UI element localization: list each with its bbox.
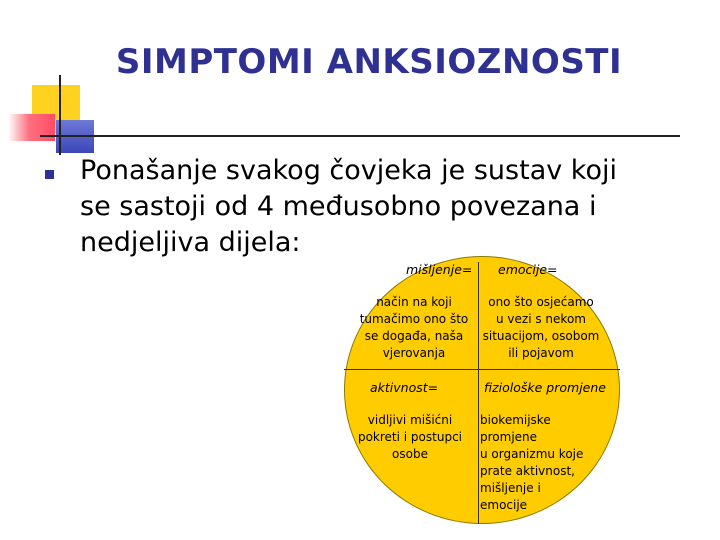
bullet-marker-icon xyxy=(45,170,54,179)
physiological-text: biokemijske promjene u organizmu koje prate aktivnost, mišljenje i emocije xyxy=(480,413,584,512)
emotions-text: ono što osjećamo u vezi s nekom situacijom, osobom ili pojavom xyxy=(482,295,600,360)
decorative-vertical-line xyxy=(59,75,61,155)
four-parts-diagram xyxy=(336,256,626,526)
activity-text: vidljivi mišićni pokreti i postupci osobe xyxy=(357,413,463,461)
bullet-text: Ponašanje svakog čovjeka je sustav koji se sastoji od 4 međusobno povezana i nedjeljiva dijela: xyxy=(80,155,617,258)
thinking-text: način na koji tumačimo ono što se događa, naša vjerovanja xyxy=(359,295,469,360)
title-underline xyxy=(40,135,680,137)
physiological-heading: fiziološke promjene xyxy=(484,380,606,395)
emotions-heading: emocije= xyxy=(498,262,558,277)
thinking-heading: mišljenje= xyxy=(406,262,473,277)
activity-heading: aktivnost= xyxy=(370,380,439,395)
slide-title: SIMPTOMI ANKSIOZNOSTI xyxy=(115,42,623,82)
diagram-horizontal-divider xyxy=(344,369,620,370)
diagram-vertical-divider xyxy=(478,262,479,524)
